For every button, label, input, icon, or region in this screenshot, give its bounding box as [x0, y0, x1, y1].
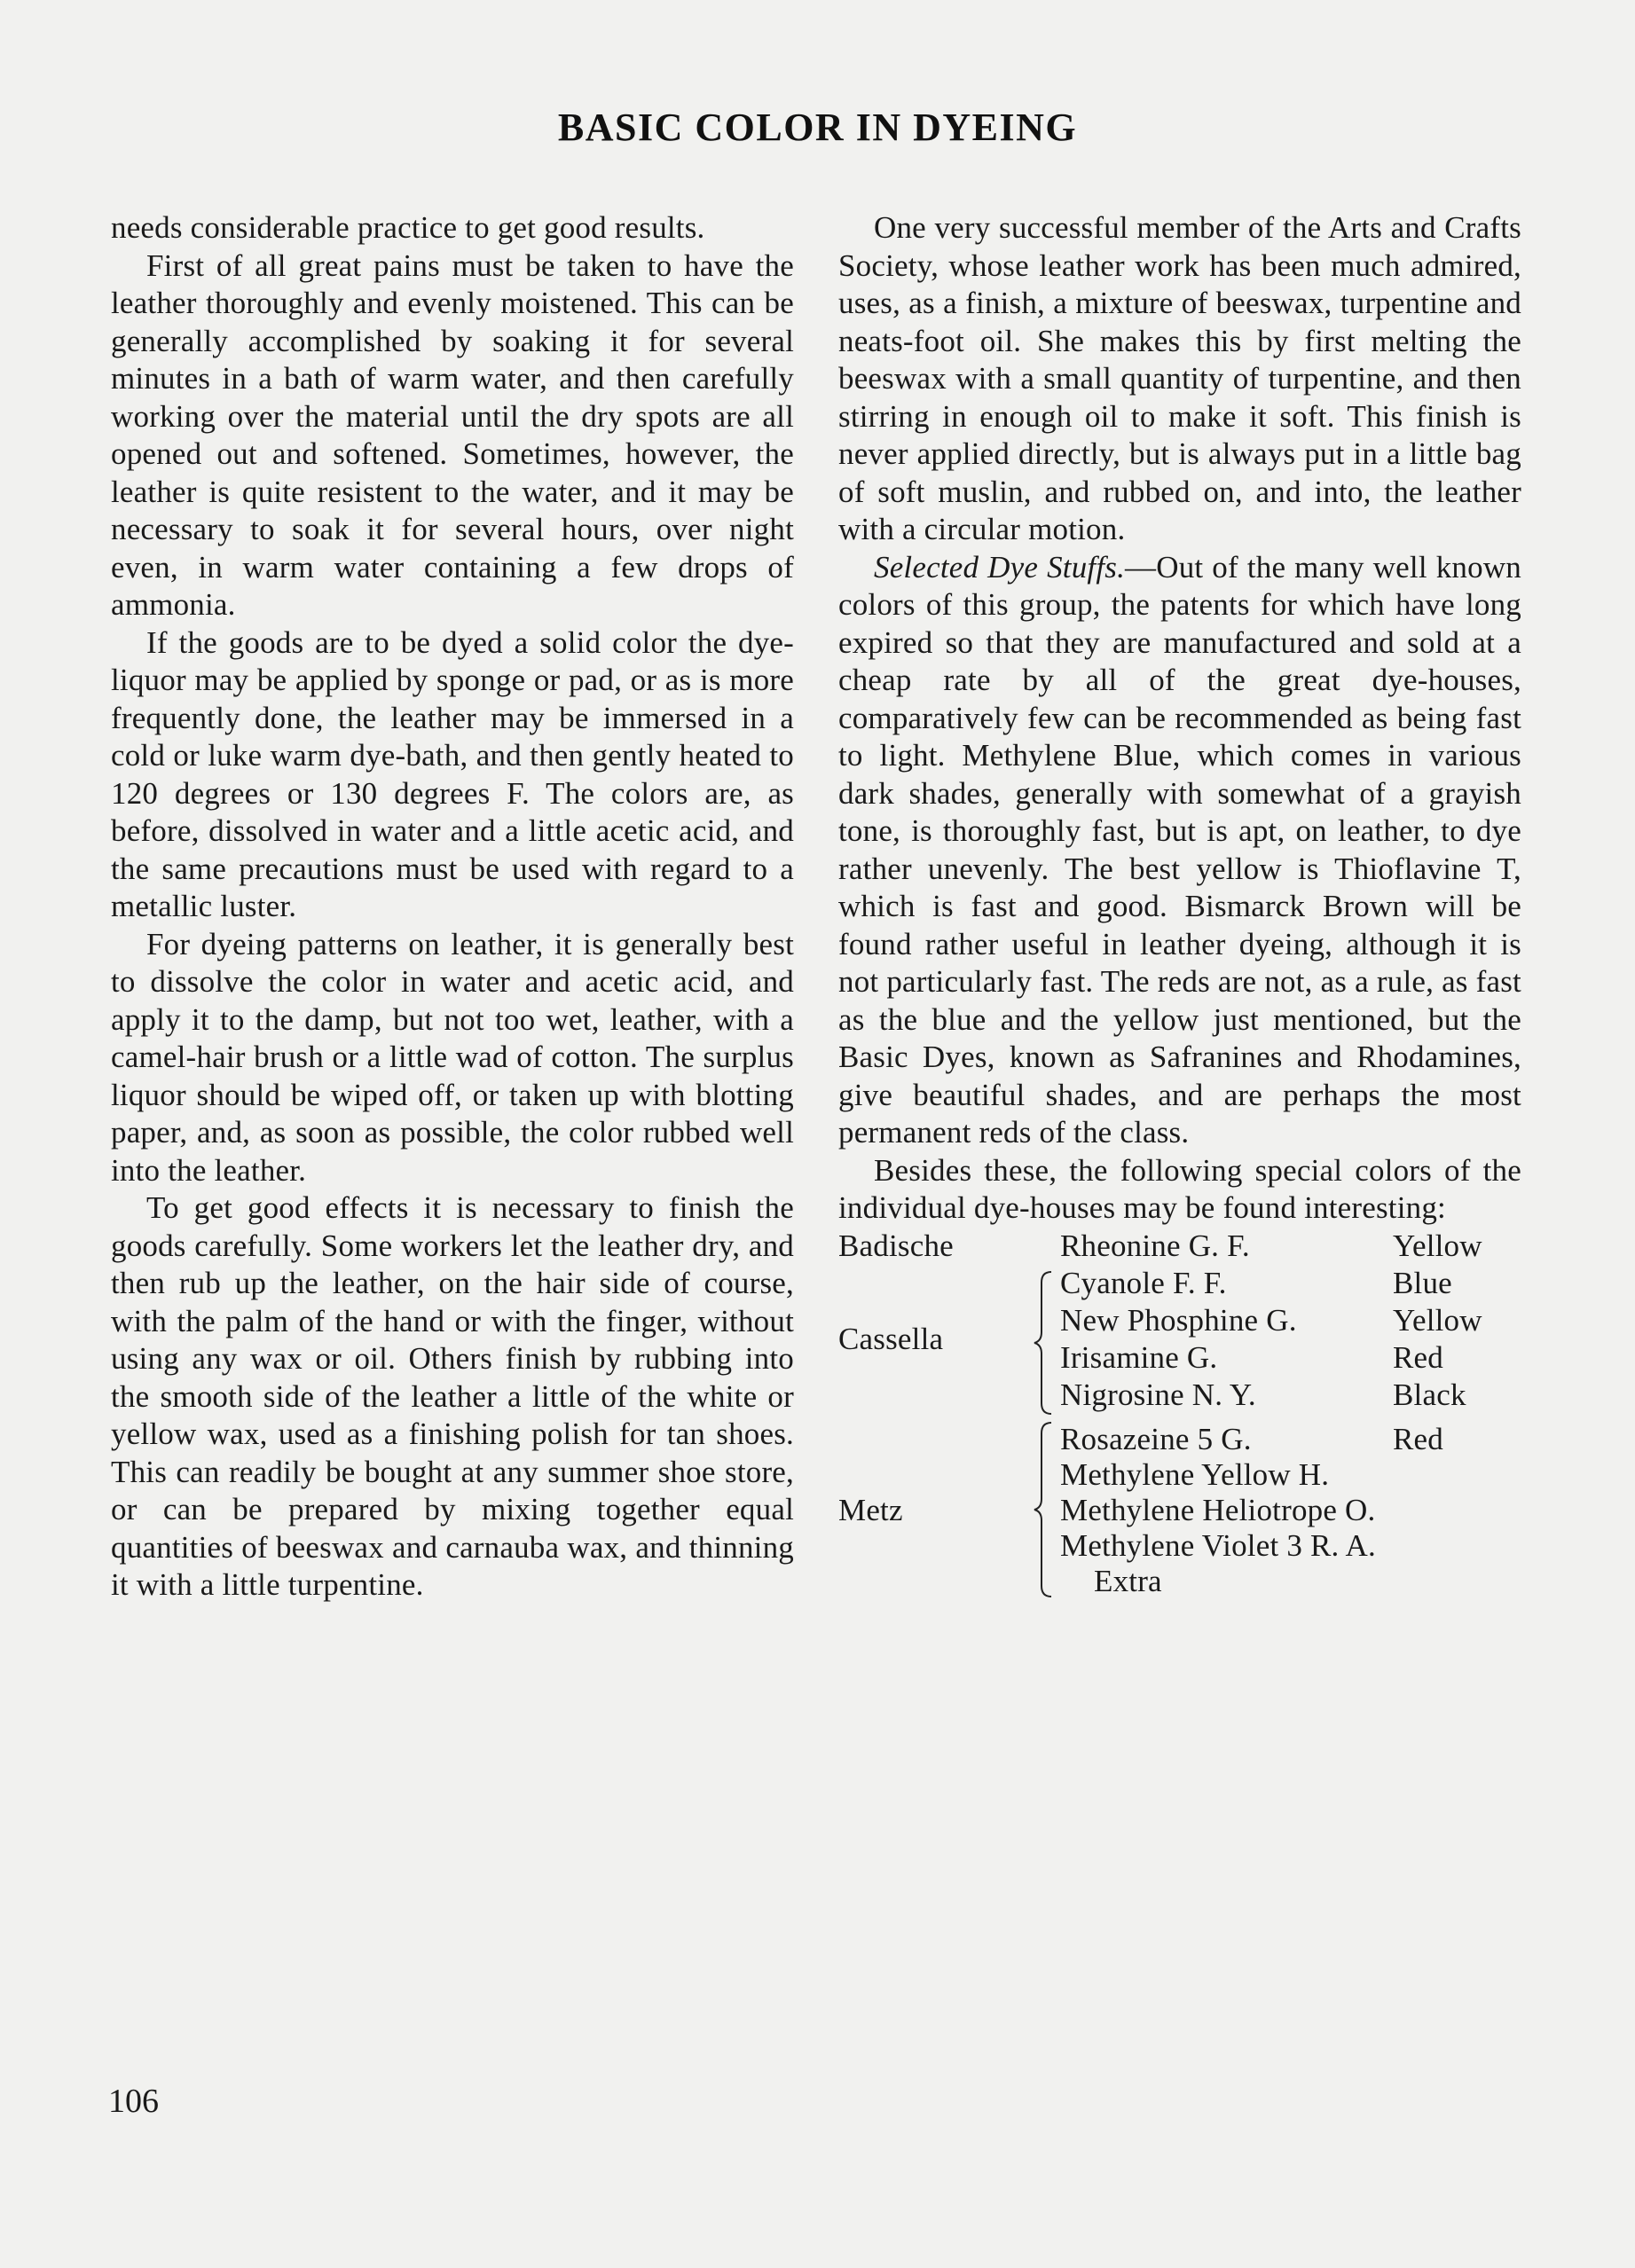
dye-name: Rosazeine 5 G. — [1060, 1421, 1252, 1456]
maker-metz: Metz — [838, 1492, 903, 1527]
paragraph-text: —Out of the many well known colors of this group, the patents for which have long expired so that they are manufactured and sold at a cheap rate by all of the great dye-houses, comparatively few can be recommended as being fast to light. Methylene Blue, which comes in various dark shades, generally with somewhat of a grayish tone, is thoroughly fast, but is apt, on leather, to dye rather unevenly. The best yellow is Thioflavine T, which is fast and good. Bismarck Brown will be found rather useful in leather dyeing, although it is not particularly fast. The reds are not, as a rule, as fast as the blue and the yellow just mentioned, but the Basic Dyes, known as Safranines and Rhodamines, give beautiful shades, and are perhaps the most permanent reds of the class. — [838, 549, 1522, 1150]
dye-table — [838, 1228, 1521, 1598]
paragraph: For dyeing patterns on leather, it is generally best to dissolve the color in water and acetic acid, and apply it to the damp, but not too wet, leather, with a camel-hair brush or a little wad of cotton. The surplus liquor should be wiped off, or taken up with blotting paper, and, as soon as possible, the color rubbed well into the leather. — [111, 926, 794, 1188]
dye-color: Red — [1393, 1339, 1443, 1375]
paragraph: One very successful member of the Arts and Crafts Society, whose leather work has been much admired, uses, as a finish, a mixture of beeswax, turpentine and neats-foot oil. She makes this by first melting the beeswax with a small quantity of turpentine, and then stirring in enough oil to make it soft. This finish is never applied directly, but is always put in a little bag of soft muslin, and rubbed on, and into, the leather with a circular motion. — [838, 210, 1521, 546]
dye-name: Methylene Violet 3 R. A. — [1060, 1527, 1376, 1563]
page-number: 106 — [108, 2083, 159, 2120]
section-heading: Selected Dye Stuffs. — [874, 549, 1126, 585]
paragraph — [838, 549, 1521, 1152]
dye-color: Red — [1393, 1421, 1443, 1456]
dye-name: Methylene Heliotrope O. — [1060, 1492, 1376, 1527]
dye-color: Yellow — [1393, 1228, 1482, 1263]
paragraph: needs considerable practice to get good results. — [111, 210, 705, 245]
dye-color: Yellow — [1393, 1302, 1482, 1338]
brace-icon — [1034, 1270, 1051, 1416]
left-column — [111, 209, 794, 1605]
paragraph: To get good effects it is necessary to finish the goods carefully. Some workers let the leather dry, and then rub up the leather, on the hair side of course, with the palm of the hand or with the finger, without using any wax or oil. Others finish by rubbing into the smooth side of the leather a little of the white or yellow wax, used as a finishing polish for tan shoes. This can readily be bought at any summer shoe store, or can be prepared by mixing together equal quantities of beeswax and carnauba wax, and thinning it with a little turpentine. — [111, 1190, 794, 1602]
paragraph: If the goods are to be dyed a solid color the dye-liquor may be applied by sponge or pad, or as is more frequently done, the leather may be immersed in a cold or luke warm dye-bath, and then gently heated to 120 degrees or 130 degrees F. The colors are, as before, dissolved in water and a little acetic acid, and the same precautions must be used with regard to a metallic luster. — [111, 624, 794, 923]
dye-name: New Phosphine G. — [1060, 1302, 1297, 1338]
maker-cassella: Cassella — [838, 1321, 944, 1356]
right-column — [838, 209, 1522, 1598]
dye-color: Black — [1393, 1377, 1466, 1412]
page-title: BASIC COLOR IN DYEING — [557, 106, 1078, 149]
brace-icon — [1034, 1421, 1051, 1598]
dye-name: Methylene Yellow H. — [1060, 1456, 1330, 1492]
dye-color: Blue — [1393, 1265, 1452, 1300]
dye-name: Nigrosine N. Y. — [1060, 1377, 1256, 1412]
dye-name: Extra — [1094, 1563, 1162, 1598]
paragraph: First of all great pains must be taken to have the leather thoroughly and evenly moistened. This can be generally accomplished by soaking it for several minutes in a bath of warm water, and then carefully working over the material until the dry spots are all opened out and softened. Sometimes, however, the leather is quite resistent to the water, and it may be necessary to soak it for several hours, over night even, in warm water containing a few drops of ammonia. — [111, 247, 794, 622]
dye-name: Rheonine G. F. — [1060, 1228, 1250, 1263]
dye-name: Cyanole F. F. — [1060, 1265, 1227, 1300]
dye-name: Irisamine G. — [1060, 1339, 1218, 1375]
maker-badische: Badische — [838, 1228, 954, 1263]
paragraph: Besides these, the following special colors of the individual dye-houses may be found interesting: — [838, 1152, 1521, 1225]
